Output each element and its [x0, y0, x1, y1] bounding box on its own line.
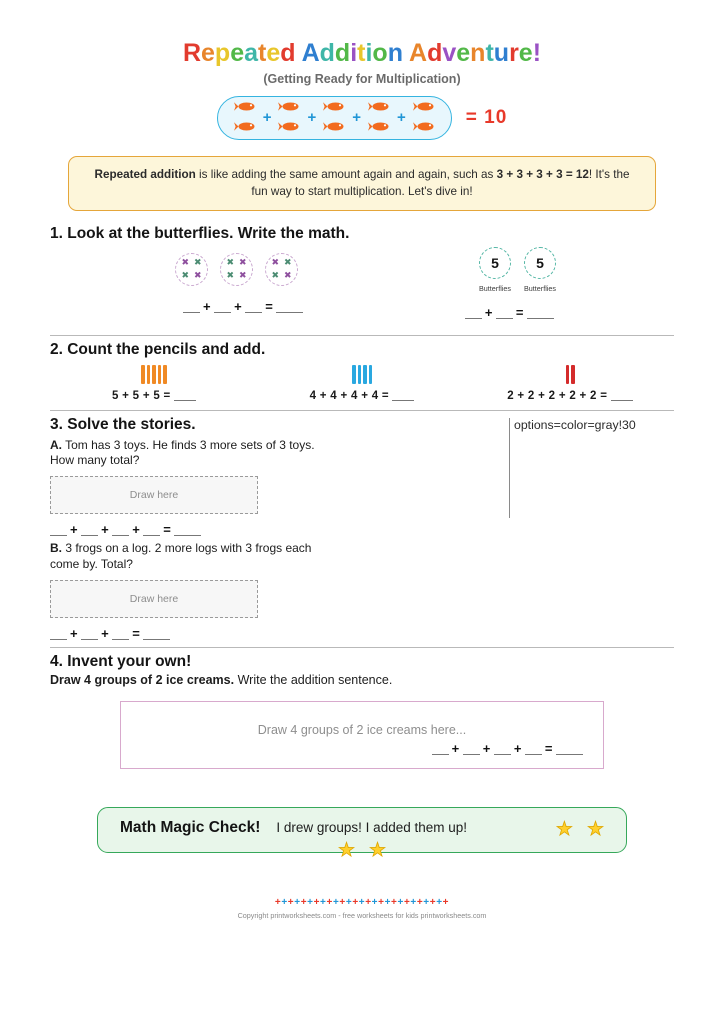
- fish-banner: [50, 96, 674, 140]
- plus-symbol: +: [203, 298, 212, 314]
- pencil-cell: [50, 365, 258, 402]
- answer-blank[interactable]: [50, 628, 67, 640]
- fish-plus-icon: +: [397, 109, 406, 126]
- fish-group: [323, 99, 345, 137]
- fish-icon: [278, 99, 300, 117]
- info-box-lead: Repeated addition: [94, 167, 196, 181]
- invent-box-hint: Draw 4 groups of 2 ice creams here...: [257, 722, 467, 737]
- pencil-icon: [152, 365, 156, 384]
- plus-symbol: +: [101, 522, 110, 538]
- title-letter-0: R: [182, 39, 202, 67]
- footer-plus-icon: +: [384, 897, 392, 908]
- title-letter-2: p: [214, 39, 231, 67]
- story-question: [50, 541, 340, 573]
- title-letter-19: d: [427, 39, 443, 67]
- star-group-right: [556, 820, 604, 839]
- footer-plus-icon: +: [365, 897, 372, 908]
- latex-artifact-text: options=color=gray!30: [509, 418, 674, 518]
- title-letter-21: e: [456, 39, 471, 67]
- title-letter-25: r: [509, 39, 519, 67]
- fish-icon: [413, 99, 435, 117]
- count-circle-value: 5: [479, 247, 511, 279]
- footer-plus-icon: +: [358, 897, 366, 908]
- count-circle-label: Butterflies: [479, 283, 511, 293]
- butterfly-icon: ✖: [226, 257, 235, 268]
- title-letter-5: t: [258, 39, 267, 67]
- section-3: [50, 416, 674, 648]
- equals-symbol: =: [515, 304, 524, 320]
- pencil-bundle: [352, 365, 372, 384]
- title-letter-24: u: [493, 39, 510, 67]
- section-4-subtext: [50, 673, 674, 687]
- butterfly-count-circles: [479, 247, 556, 293]
- answer-blank[interactable]: [463, 743, 480, 755]
- magic-check-text: I drew groups! I added them up!: [276, 819, 468, 835]
- fish-icon: [234, 99, 256, 117]
- pencil-icon: [141, 365, 145, 384]
- butterfly-icon: ✖: [283, 257, 292, 268]
- plus-symbol: +: [484, 304, 493, 320]
- pencil-bundle: [566, 365, 575, 384]
- divider: [50, 410, 674, 411]
- answer-blank[interactable]: [432, 743, 449, 755]
- title-letter-4: a: [244, 39, 259, 67]
- footer-plus-icon: +: [423, 897, 430, 908]
- title-letter-16: n: [387, 39, 403, 67]
- pencil-equation-text: 2 + 2 + 2 + 2 + 2 =: [507, 389, 611, 402]
- info-box: [68, 156, 656, 211]
- pencil-icon: [369, 365, 373, 384]
- plus-symbol: +: [482, 740, 491, 756]
- star-icon: ★: [586, 818, 604, 840]
- footer-plus-icon: +: [345, 897, 353, 908]
- footer-plus-icon: +: [326, 897, 333, 908]
- page-subtitle: (Getting Ready for Multiplication): [263, 71, 461, 86]
- title-letter-10: d: [319, 39, 335, 67]
- pencil-cell: [258, 365, 466, 402]
- fish-icon: [323, 119, 345, 137]
- star-group-under: [338, 841, 386, 860]
- section-4: [50, 653, 674, 769]
- butterfly-group: [175, 253, 208, 286]
- plus-symbol: +: [101, 625, 110, 641]
- butterfly-group: [265, 253, 298, 286]
- pencil-icon: [158, 365, 162, 384]
- answer-blank[interactable]: [143, 524, 160, 536]
- footer-plus-icon: +: [332, 897, 340, 908]
- butterfly-icon: ✖: [271, 257, 280, 268]
- footer-plus-icon: +: [274, 897, 282, 908]
- footer-plus-icon: +: [294, 897, 301, 908]
- fish-plus-icon: +: [352, 109, 361, 126]
- answer-blank[interactable]: [392, 389, 414, 401]
- section-1-heading: 1. Look at the butterflies. Write the math.: [50, 224, 350, 242]
- title-letter-23: t: [485, 39, 494, 67]
- fish-group: [278, 99, 300, 137]
- pencil-bundle: [141, 365, 167, 384]
- title-letter-27: !: [532, 39, 542, 67]
- info-box-text-1: is like adding the same amount again and again, such as: [195, 167, 497, 181]
- count-circle-label: Butterflies: [524, 283, 556, 293]
- circle-equation-blanks[interactable]: [465, 305, 554, 320]
- footer-plus-icon: +: [391, 897, 398, 908]
- magic-check-title: Math Magic Check!: [120, 818, 261, 836]
- section-2: [50, 341, 674, 411]
- equals-symbol: =: [132, 625, 141, 641]
- equals-symbol: =: [265, 298, 274, 314]
- answer-blank-total[interactable]: [143, 628, 170, 640]
- story-equation-blanks[interactable]: [50, 522, 674, 537]
- plus-symbol: +: [513, 740, 522, 756]
- footer-plus-icon: +: [313, 897, 321, 908]
- answer-blank[interactable]: [214, 301, 231, 313]
- title-letter-11: d: [334, 39, 351, 67]
- answer-blank[interactable]: [81, 628, 98, 640]
- plus-symbol: +: [451, 740, 460, 756]
- pencil-icon: [358, 365, 362, 384]
- title-letter-6: e: [266, 39, 281, 67]
- pencil-icon: [566, 365, 570, 384]
- butterfly-icon: ✖: [271, 269, 280, 280]
- title-letter-7: d: [280, 39, 296, 67]
- footer-copyright: Copyright printworksheets.com - free worksheets for kids printworksheets.com: [237, 911, 487, 920]
- answer-blank-total[interactable]: [556, 743, 583, 755]
- butterfly-equation-blanks[interactable]: [183, 299, 303, 314]
- footer-plus-strip: [0, 898, 724, 908]
- fish-plus-icon: +: [307, 109, 317, 126]
- fish-group: [413, 99, 435, 137]
- title-letter-15: o: [372, 39, 388, 67]
- answer-blank-total[interactable]: [527, 307, 554, 319]
- pencil-icon: [163, 365, 167, 384]
- pencil-equation[interactable]: [507, 389, 633, 402]
- fish-icon: [234, 119, 256, 137]
- footer-plus-icon: +: [287, 897, 295, 908]
- fish-capsule: [217, 96, 452, 140]
- footer-plus-icon: +: [339, 897, 346, 908]
- butterfly-icon: ✖: [283, 269, 292, 280]
- butterfly-groups: [175, 253, 298, 286]
- answer-blank[interactable]: [494, 743, 511, 755]
- footer-plus-icon: +: [403, 897, 411, 908]
- title-letter-13: t: [357, 39, 366, 67]
- section-1: [50, 225, 674, 336]
- section-4-sub-rest: Write the addition sentence.: [234, 672, 393, 687]
- invent-draw-box[interactable]: [120, 701, 604, 769]
- star-icon: ★: [555, 818, 573, 840]
- plus-symbol: +: [234, 298, 243, 314]
- pencil-equation-text: 5 + 5 + 5 =: [111, 389, 175, 402]
- footer-plus-icon: +: [442, 897, 450, 908]
- footer-plus-icon: +: [436, 897, 443, 908]
- pencil-equation[interactable]: [310, 389, 415, 402]
- pencil-icon: [363, 365, 367, 384]
- butterfly-icon: ✖: [238, 257, 247, 268]
- title-letter-20: v: [442, 39, 457, 67]
- footer-plus-icon: +: [429, 897, 437, 908]
- pencil-row: [50, 365, 674, 404]
- footer-plus-icon: +: [281, 897, 288, 908]
- fish-total-label: = 10: [465, 106, 508, 128]
- answer-blank[interactable]: [245, 301, 262, 313]
- count-circle: [524, 247, 556, 293]
- pencil-cell: [466, 365, 674, 402]
- title-letter-26: e: [518, 39, 533, 67]
- count-circle: [479, 247, 511, 293]
- pencil-icon: [352, 365, 356, 384]
- section-4-heading: 4. Invent your own!: [50, 652, 192, 670]
- butterfly-group: [220, 253, 253, 286]
- answer-blank[interactable]: [112, 628, 129, 640]
- answer-blank[interactable]: [112, 524, 129, 536]
- page-footer: [0, 898, 724, 920]
- fish-icon: [323, 99, 345, 117]
- footer-plus-icon: +: [300, 897, 308, 908]
- title-letter-3: e: [230, 39, 245, 67]
- plus-symbol: +: [70, 522, 79, 538]
- footer-plus-icon: +: [410, 897, 417, 908]
- answer-blank[interactable]: [183, 301, 200, 313]
- fish-icon: [368, 119, 390, 137]
- magic-check-box: [97, 807, 627, 861]
- equals-symbol: =: [163, 522, 172, 538]
- butterfly-icon: ✖: [193, 269, 202, 280]
- count-circle-value: 5: [524, 247, 556, 279]
- section-3-heading: 3. Solve the stories.: [50, 415, 196, 433]
- info-box-text-2: ! It's the fun way to start multiplication. Let's dive in!: [251, 167, 630, 199]
- answer-blank[interactable]: [611, 389, 633, 401]
- invent-equation-blanks[interactable]: [432, 741, 583, 756]
- footer-plus-icon: +: [307, 897, 314, 908]
- pencil-icon: [147, 365, 151, 384]
- title-letter-1: e: [201, 39, 215, 67]
- draw-here-box[interactable]: Draw here: [50, 476, 258, 514]
- answer-blank[interactable]: [496, 307, 513, 319]
- star-icon: ★: [369, 839, 387, 861]
- butterfly-icon: ✖: [238, 269, 247, 280]
- footer-plus-icon: +: [352, 897, 359, 908]
- butterfly-area: [50, 247, 674, 329]
- answer-blank[interactable]: [525, 743, 542, 755]
- star-icon: ★: [338, 839, 356, 861]
- footer-plus-icon: +: [371, 897, 379, 908]
- title-letter-14: i: [365, 39, 373, 67]
- footer-plus-icon: +: [378, 897, 385, 908]
- butterfly-icon: ✖: [226, 269, 235, 280]
- title-letter-9: A: [301, 39, 320, 67]
- butterfly-icon: ✖: [193, 257, 202, 268]
- butterfly-icon: ✖: [181, 257, 190, 268]
- pencil-icon: [571, 365, 575, 384]
- story-question: [50, 438, 340, 470]
- page-title: [50, 0, 674, 68]
- divider: [50, 335, 674, 336]
- pencil-equation-text: 4 + 4 + 4 + 4 =: [309, 389, 393, 402]
- title-letter-22: n: [470, 39, 486, 67]
- butterfly-icon: ✖: [181, 269, 190, 280]
- story-label: A.: [50, 437, 62, 452]
- plus-symbol: +: [132, 522, 141, 538]
- story-label: B.: [50, 541, 62, 556]
- plus-symbol: +: [70, 625, 79, 641]
- answer-blank-total[interactable]: [174, 524, 201, 536]
- title-letter-12: i: [350, 39, 358, 67]
- equals-symbol: =: [544, 740, 553, 756]
- fish-icon: [278, 119, 300, 137]
- title-letter-18: A: [409, 39, 428, 67]
- section-2-heading: 2. Count the pencils and add.: [50, 340, 266, 358]
- fish-icon: [368, 99, 390, 117]
- answer-blank[interactable]: [465, 307, 482, 319]
- story-text: 3 frogs on a log. 2 more logs with 3 frogs each come by. Total?: [50, 541, 312, 572]
- pencil-equation[interactable]: [112, 389, 196, 402]
- answer-blank[interactable]: [81, 524, 98, 536]
- story-text: Tom has 3 toys. He finds 3 more sets of 3 toys. How many total?: [50, 437, 315, 468]
- footer-plus-icon: +: [416, 897, 424, 908]
- footer-plus-icon: +: [320, 897, 327, 908]
- section-4-sub-bold: Draw 4 groups of 2 ice creams.: [50, 672, 235, 687]
- fish-group: [368, 99, 390, 137]
- story-equation-blanks[interactable]: [50, 626, 674, 641]
- divider: [50, 647, 674, 648]
- fish-icon: [413, 119, 435, 137]
- fish-group: [234, 99, 256, 137]
- answer-blank[interactable]: [174, 389, 196, 401]
- info-box-example: 3 + 3 + 3 + 3 = 12: [496, 167, 589, 181]
- answer-blank[interactable]: [50, 524, 67, 536]
- draw-here-box[interactable]: Draw here: [50, 580, 258, 618]
- answer-blank-total[interactable]: [276, 301, 303, 313]
- fish-plus-icon: +: [262, 109, 272, 126]
- footer-plus-icon: +: [397, 897, 404, 908]
